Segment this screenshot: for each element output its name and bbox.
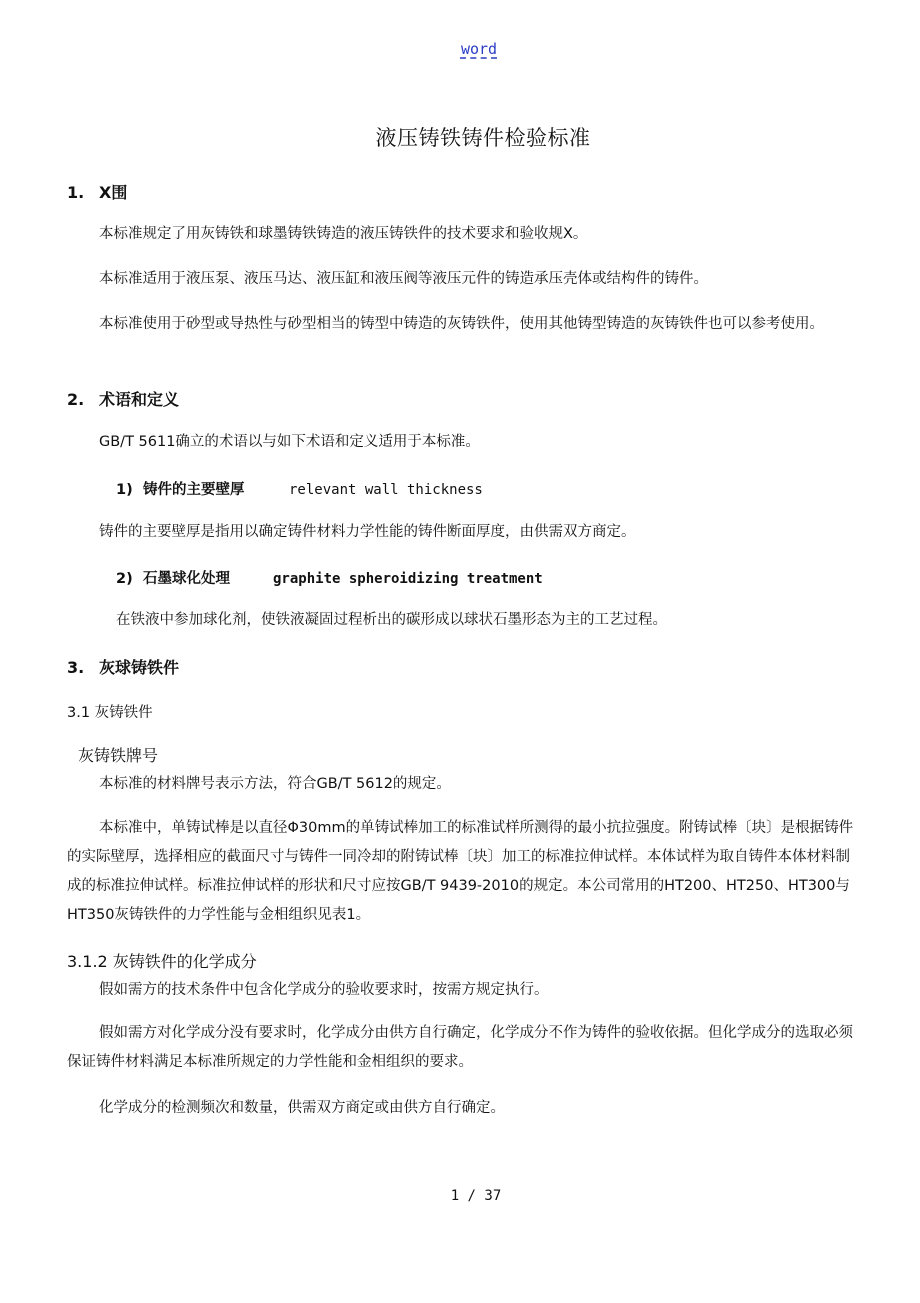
paragraph: 假如需方的技术条件中包含化学成分的验收要求时，按需方规定执行。: [99, 982, 549, 998]
section-number: 3.: [67, 658, 85, 677]
term-en: graphite spheroidizing treatment: [273, 571, 543, 587]
paragraph: 假如需方对化学成分没有要求时，化学成分由供方自行确定，化学成分不作为铸件的验收依据。但化学成分的选取必须保证铸件材料满足本标准所规定的力学性能和金相组织的要求。: [67, 1025, 853, 1070]
paragraph: GB/T 5611确立的术语以与如下术语和定义适用于本标准。: [99, 434, 480, 450]
term-number: 1): [116, 482, 133, 498]
term-2: [116, 567, 543, 588]
term-1: [116, 478, 483, 499]
paragraph: 化学成分的检测频次和数量，供需双方商定或由供方自行确定。: [99, 1100, 505, 1116]
term-en: relevant wall thickness: [289, 482, 483, 498]
section-title: 术语和定义: [99, 390, 180, 409]
section-number: 1.: [67, 183, 85, 202]
paragraph: 本标准的材料牌号表示方法，符合GB/T 5612的规定。: [99, 776, 451, 792]
document-title: 液压铸铁铸件检验标准: [375, 126, 591, 150]
paragraph: 本标准规定了用灰铸铁和球墨铸铁铸造的液压铸铁件的技术要求和验收规X。: [99, 226, 588, 242]
subsection-heading: 3.1 灰铸铁件: [67, 705, 153, 721]
section-title: X围: [99, 183, 128, 202]
section-1-heading: [67, 180, 127, 203]
subsection-heading: 3.1.2 灰铸铁件的化学成分: [67, 952, 257, 971]
paragraph: 在铁液中参加球化剂，使铁液凝固过程析出的碳形成以球状石墨形态为主的工艺过程。: [116, 612, 667, 628]
section-2-heading: [67, 387, 179, 410]
term-cn: 石墨球化处理: [143, 571, 230, 587]
term-cn: 铸件的主要壁厚: [143, 482, 245, 498]
section-number: 2.: [67, 390, 85, 409]
paragraph: 铸件的主要壁厚是指用以确定铸件材料力学性能的铸件断面厚度，由供需双方商定。: [99, 524, 636, 540]
subsection-heading: 灰铸铁牌号: [78, 746, 159, 765]
header-link[interactable]: word: [460, 40, 498, 58]
term-number: 2): [116, 571, 133, 587]
paragraph: 本标准使用于砂型或导热性与砂型相当的铸型中铸造的灰铸铁件，使用其他铸型铸造的灰铸铁件也可以参考使用。: [99, 316, 824, 332]
page-number: 1 / 37: [450, 1188, 502, 1204]
section-title: 灰球铸铁件: [99, 658, 180, 677]
paragraph: 本标准中，单铸试棒是以直径Φ30mm的单铸试棒加工的标准试样所测得的最小抗拉强度。附铸试棒〔块〕是根据铸件的实际壁厚，选择相应的截面尺寸与铸件一同冷却的附铸试棒〔块〕加工的标准拉伸试样。本体试样为取自铸件本体材料制成的标准拉伸试样。标准拉伸试样的形状和尺寸应按GB/T 9439-2010的规定。本公司常用的HT200、HT250、HT300与HT350灰铸铁件的力学性能与金相组织见表1。: [67, 820, 854, 923]
section-3-heading: [67, 655, 179, 678]
paragraph: 本标准适用于液压泵、液压马达、液压缸和液压阀等液压元件的铸造承压壳体或结构件的铸件。: [99, 271, 708, 287]
